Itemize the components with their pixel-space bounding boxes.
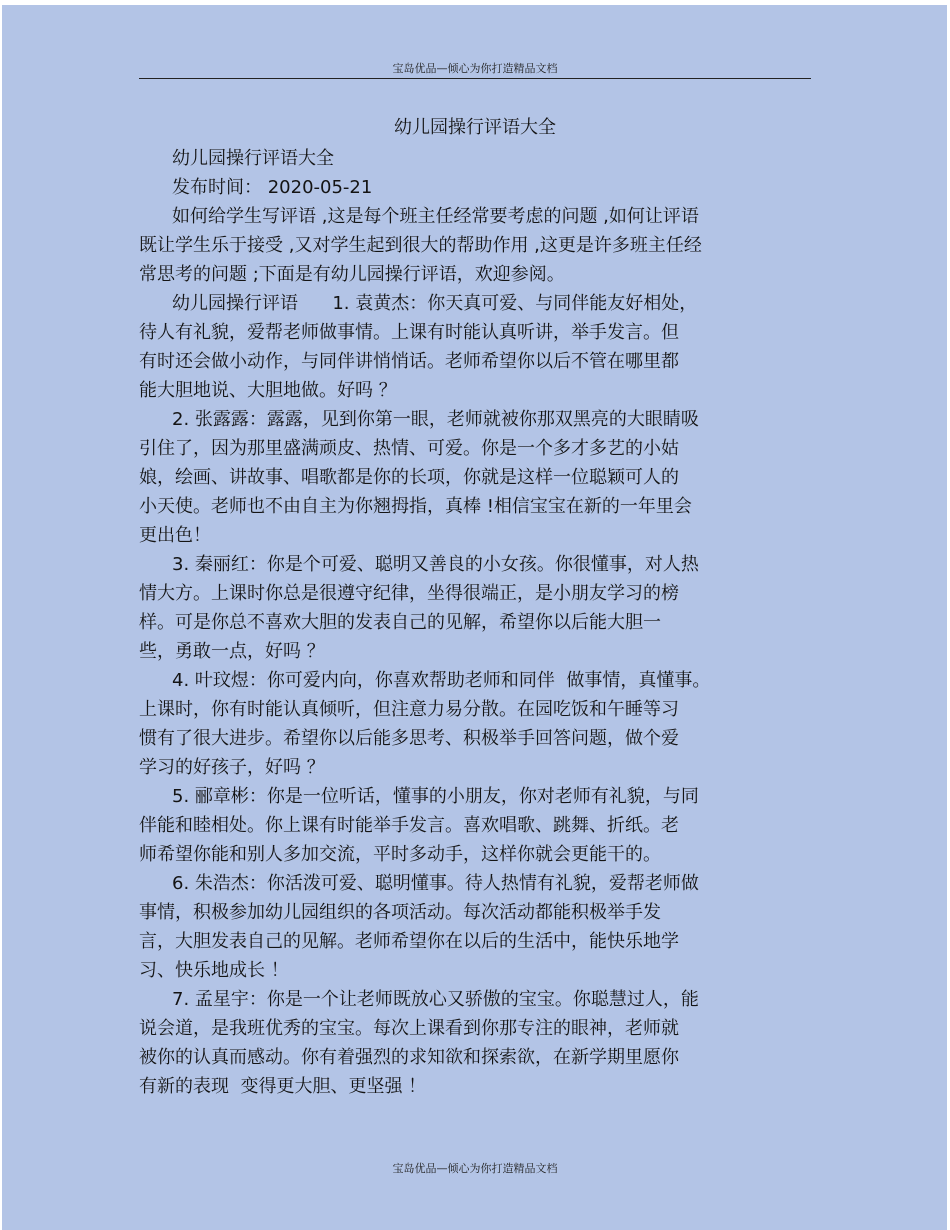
paragraph-line: 说会道，是我班优秀的宝宝。每次上课看到你那专注的眼神，老师就 (139, 1018, 679, 1039)
publish-date: 发布时间： 2020-05-21 (172, 177, 373, 198)
page-header: 宝岛优品—倾心为你打造精品文档 (392, 62, 558, 75)
paragraph-line: 惯有了很大进步。希望你以后能多思考、积极举手回答问题，做个爱 (139, 728, 679, 749)
paragraph-line: 能大胆地说、大胆地做。好吗 ？ (139, 380, 397, 401)
paragraph-line: 学习的好孩子，好吗 ？ (139, 757, 325, 778)
header-divider (139, 78, 811, 79)
page-edge-left (0, 0, 2, 1230)
paragraph-line: 引住了，因为那里盛满顽皮、热情、可爱。你是一个多才多艺的小姑 (139, 438, 679, 459)
page-footer: 宝岛优品—倾心为你打造精品文档 (392, 1162, 558, 1175)
paragraph-line: 有新的表现 变得更大胆、更坚强 ！ (139, 1076, 427, 1097)
paragraph-line: 有时还会做小动作，与同伴讲悄悄话。老师希望你以后不管在哪里都 (139, 351, 679, 372)
paragraph-line: 5. 郦章彬：你是一位听话，懂事的小朋友，你对老师有礼貌，与同 (172, 786, 699, 807)
paragraph-line: 6. 朱浩杰：你活泼可爱、聪明懂事。待人热情有礼貌，爱帮老师做 (172, 873, 699, 894)
paragraph-line: 小天使。老师也不由自主为你翘拇指，真棒 !相信宝宝在新的一年里会 (139, 496, 692, 517)
paragraph-line: 被你的认真而感动。你有着强烈的求知欲和探索欲，在新学期里愿你 (139, 1047, 679, 1068)
page-edge-top (0, 0, 950, 5)
paragraph-line: 习、快乐地成长 ！ (139, 960, 289, 981)
paragraph-line: 些，勇敢一点，好吗 ？ (139, 641, 325, 662)
paragraph-line: 既让学生乐于接受 ,又对学生起到很大的帮助作用 ,这更是许多班主任经 (139, 235, 702, 256)
paragraph-line: 待人有礼貌，爱帮老师做事情。上课有时能认真听讲，举手发言。但 (139, 322, 679, 343)
paragraph-line: 情大方。上课时你总是很遵守纪律，坐得很端正，是小朋友学习的榜 (139, 583, 679, 604)
paragraph-line: 更出色！ (139, 525, 211, 546)
paragraph-line: 伴能和睦相处。你上课有时能举手发言。喜欢唱歌、跳舞、折纸。老 (139, 815, 679, 836)
document-title: 幼儿园操行评语大全 (394, 117, 556, 138)
paragraph-line: 4. 叶玟煜：你可爱内向，你喜欢帮助老师和同伴 做事情，真懂事。 (172, 670, 711, 691)
paragraph-line: 幼儿园操行评语 1. 袁黄杰：你天真可爱、与同伴能友好相处， (172, 293, 698, 314)
subtitle: 幼儿园操行评语大全 (172, 148, 334, 169)
paragraph-line: 师希望你能和别人多加交流，平时多动手，这样你就会更能干的。 (139, 844, 661, 865)
paragraph-line: 言，大胆发表自己的见解。老师希望你在以后的生活中，能快乐地学 (139, 931, 679, 952)
paragraph-line: 2. 张露露：露露，见到你第一眼，老师就被你那双黑亮的大眼睛吸 (172, 409, 699, 430)
paragraph-line: 娘，绘画、讲故事、唱歌都是你的长项，你就是这样一位聪颖可人的 (139, 467, 679, 488)
paragraph-line: 常思考的问题 ;下面是有幼儿园操行评语，欢迎参阅。 (139, 264, 565, 285)
paragraph-line: 上课时，你有时能认真倾听，但注意力易分散。在园吃饭和午睡等习 (139, 699, 679, 720)
paragraph-line: 如何给学生写评语 ,这是每个班主任经常要考虑的问题 ,如何让评语 (172, 206, 699, 227)
paragraph-line: 7. 孟星宇：你是一个让老师既放心又骄傲的宝宝。你聪慧过人，能 (172, 989, 699, 1010)
paragraph-line: 事情，积极参加幼儿园组织的各项活动。每次活动都能积极举手发 (139, 902, 661, 923)
paragraph-line: 3. 秦丽红：你是个可爱、聪明又善良的小女孩。你很懂事，对人热 (172, 554, 699, 575)
paragraph-line: 样。可是你总不喜欢大胆的发表自己的见解，希望你以后能大胆一 (139, 612, 661, 633)
